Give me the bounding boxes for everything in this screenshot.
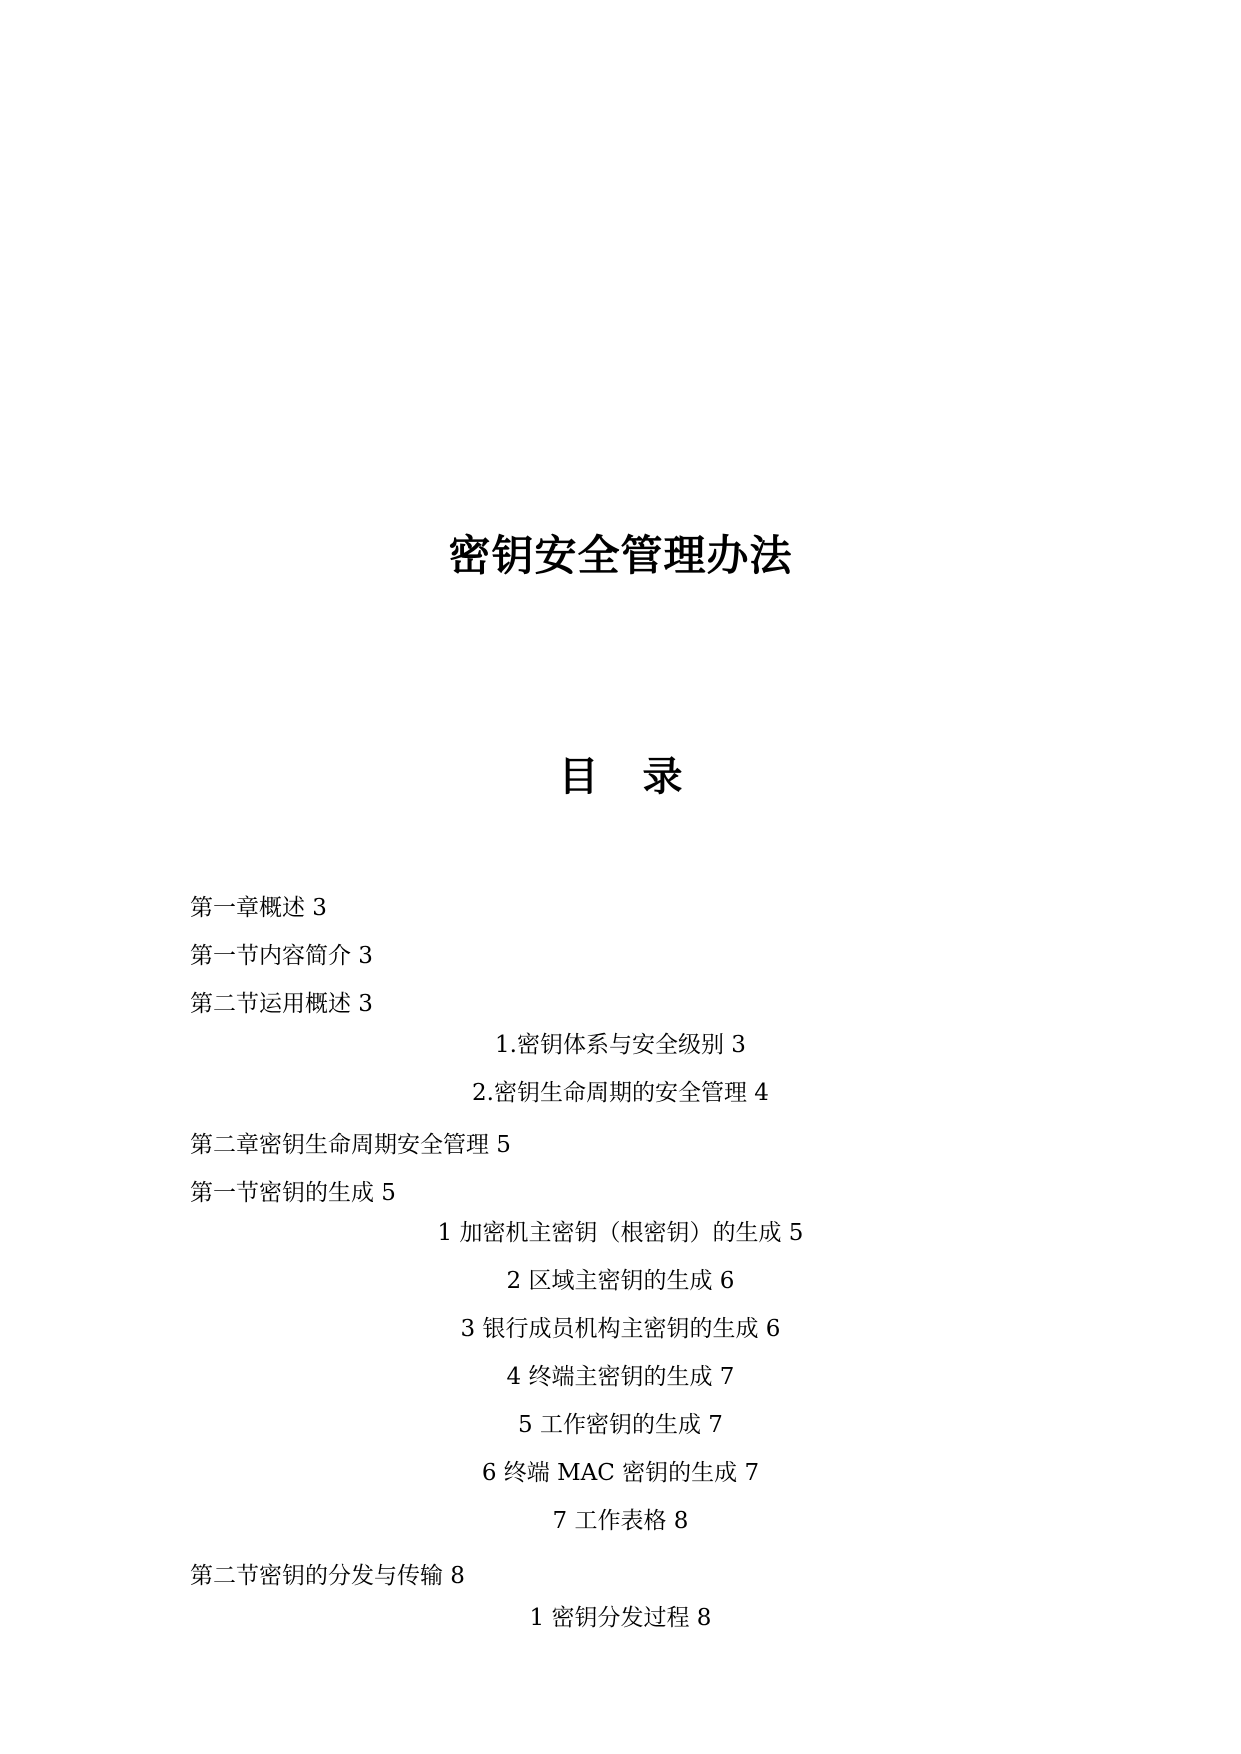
toc-heading-char-1: 目 (558, 754, 599, 800)
toc-entry-subsection[interactable]: 7 工作表格 8 (552, 1508, 689, 1534)
toc-entry-subsection[interactable]: 1.密钥体系与安全级别 3 (495, 1032, 746, 1058)
toc-entry-section[interactable]: 第一节密钥的生成 5 (190, 1180, 396, 1206)
document-title: 密钥安全管理办法 (448, 531, 793, 580)
toc-heading (0, 752, 1241, 802)
toc-entry-subsection[interactable]: 2 区域主密钥的生成 6 (506, 1268, 735, 1294)
toc-heading-char-2: 录 (642, 754, 683, 800)
toc-entry-chapter[interactable]: 第一章概述 3 (190, 895, 327, 921)
toc-entry-section[interactable]: 第二节运用概述 3 (190, 991, 373, 1017)
toc-entry-section[interactable]: 第二节密钥的分发与传输 8 (190, 1563, 465, 1589)
toc-entry-subsection[interactable]: 1 密钥分发过程 8 (529, 1605, 712, 1631)
toc-entry-chapter[interactable]: 第二章密钥生命周期安全管理 5 (190, 1132, 511, 1158)
toc-entry-subsection[interactable]: 4 终端主密钥的生成 7 (506, 1364, 735, 1390)
toc-entry-subsection[interactable]: 3 银行成员机构主密钥的生成 6 (460, 1316, 781, 1342)
toc-entry-subsection[interactable]: 5 工作密钥的生成 7 (518, 1412, 723, 1438)
toc-entry-subsection[interactable]: 6 终端 MAC 密钥的生成 7 (481, 1460, 760, 1486)
toc-entry-subsection[interactable]: 2.密钥生命周期的安全管理 4 (472, 1080, 769, 1106)
toc-entry-section[interactable]: 第一节内容简介 3 (190, 943, 373, 969)
toc-entry-subsection[interactable]: 1 加密机主密钥（根密钥）的生成 5 (437, 1220, 804, 1246)
